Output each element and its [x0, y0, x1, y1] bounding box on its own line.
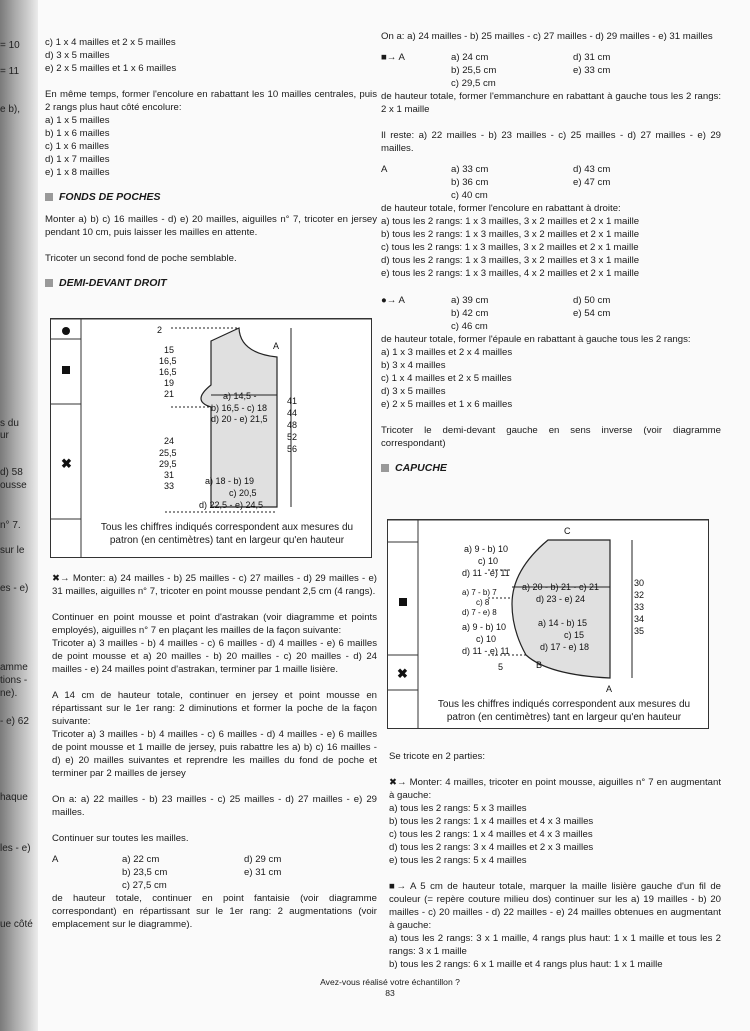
left-column [45, 36, 377, 299]
text-line: e) 2 x 5 mailles et 1 x 6 mailles [381, 399, 513, 410]
label-left-1: d) 11 - e) 11 [462, 568, 510, 578]
label-mid-2: a) 14 - b) 15 [538, 618, 588, 628]
gutter-text: e b), [0, 104, 21, 115]
label-corner-a: A [273, 341, 280, 351]
label-mid: b) 16,5 - c) 18 [211, 403, 268, 413]
label-right: 32 [634, 590, 645, 600]
text-line: b) tous les 2 rangs: 1 x 4 mailles et 4 x 3 mailles [389, 816, 594, 827]
label-mid-1: d) 23 - e) 24 [536, 594, 586, 604]
paragraph-ona: On a: a) 24 mailles - b) 25 mailles - c) 27 mailles - d) 29 mailles - e) 31 mailles [381, 31, 713, 42]
gutter-text: tions - [0, 675, 28, 686]
label-bottom: d) 22,5 - e) 24,5 [199, 500, 264, 510]
text-line: d) 3 x 5 mailles [45, 50, 110, 61]
gutter-text: es - e) [0, 583, 29, 594]
paragraph-a5cm: ■→ A 5 cm de hauteur totale, marquer la maille lisière gauche d'un fil de couleur (= repère couture milieu dos) continuer sur les a) 19 mailles - b) 20 mailles - c) 20 mailles - d) 22 mailles - e) 24 mailles obtenues en augmentant à gauche: [389, 881, 721, 931]
gutter-text: - e) 62 [0, 716, 29, 727]
size-b: b) 36 cm [451, 177, 489, 188]
text-line: e) 1 x 8 mailles [45, 167, 110, 178]
left-column-lower [52, 572, 377, 931]
gutter-text: = 10 [0, 40, 20, 51]
text-line: c) 1 x 4 mailles et 2 x 5 mailles [45, 37, 176, 48]
text-line: b) 3 x 4 mailles [381, 360, 446, 371]
label-right: 44 [287, 408, 298, 418]
section-heading-demi-devant [45, 277, 377, 289]
size-label: A [381, 164, 388, 175]
paragraph-continuer: Continuer en point mousse et point d'astrakan (voir diagramme et points employés), aiguilles n° 7 en plaçant les mailles de la façon suivante: [52, 612, 377, 636]
label-mid-1: a) 20 - b) 21 - c) 21 [522, 582, 600, 592]
size-d: d) 50 cm [573, 295, 611, 306]
paragraph-hauteur: de hauteur totale, continuer en point fantaisie (voir diagramme correspondant) en répartissant sur le 1er rang: 2 augmentations (voir emplacement sur le diagramme). [52, 893, 377, 930]
label-left-2: 31 [164, 470, 175, 480]
text-line: d) tous les 2 rangs: 3 x 4 mailles et 2 x 3 mailles [389, 842, 594, 853]
diagram-caption [420, 698, 708, 724]
paragraph-epaule: de hauteur totale, former l'épaule en rabattant à gauche tous les 2 rangs: [381, 334, 691, 345]
square-marker-icon [399, 598, 407, 606]
text-line: d) 1 x 7 mailles [45, 154, 110, 165]
size-c: c) 46 cm [451, 321, 488, 332]
right-column-lower [389, 750, 721, 971]
paragraph-fonds: Monter a) b) c) 16 mailles - d) e) 20 mailles, aiguilles n° 7, tricoter en jersey pendant 10 cm, puis laisser les mailles en attente. [45, 214, 377, 238]
square-bullet-icon [381, 464, 389, 472]
caption-line: patron (en centimètres) tant en largeur qu'en hauteur [446, 712, 682, 723]
text-line: c) tous les 2 rangs: 1 x 3 mailles, 3 x 2 mailles et 2 x 1 maille [381, 242, 639, 253]
text-line: e) 2 x 5 mailles et 1 x 6 mailles [45, 63, 177, 74]
text-line: a) tous les 2 rangs: 1 x 3 mailles, 3 x 2 mailles et 2 x 1 maille [381, 216, 640, 227]
paragraph-emmanchure: de hauteur totale, former l'emmanchure en rabattant à gauche tous les 2 rangs: 2 x 1 maille [381, 91, 721, 115]
label-left-2: 33 [164, 481, 175, 491]
label-right: 30 [634, 578, 645, 588]
gutter-text: s du [0, 418, 19, 429]
diagram-capuche [387, 519, 709, 729]
section-heading-fonds [45, 191, 377, 203]
gutter-text: ousse [0, 480, 27, 491]
square-bullet-icon [45, 193, 53, 201]
label-left-2: a) 7 - b) 7 [462, 588, 497, 597]
section-heading-capuche [381, 462, 721, 474]
label-mid: a) 14,5 - [223, 391, 257, 401]
heading-text: FONDS DE POCHES [59, 191, 161, 203]
gutter-text: ur [0, 430, 9, 441]
size-a: a) 22 cm [122, 854, 160, 865]
label-left-3: a) 9 - b) 10 [462, 622, 507, 632]
size-e: e) 54 cm [573, 308, 611, 319]
text-line: b) 1 x 6 mailles [45, 128, 110, 139]
label-left-2: 24 [164, 436, 175, 446]
label-right: 56 [287, 444, 298, 454]
text-line: c) 1 x 6 mailles [45, 141, 109, 152]
paragraph-encolure: de hauteur totale, former l'encolure en rabattant à droite: [381, 203, 621, 214]
gutter-text: ue côté [0, 919, 33, 930]
caption-line: Tous les chiffres indiqués correspondent aux mesures du [100, 522, 354, 533]
text-line: b) tous les 2 rangs: 6 x 1 maille et 4 rangs plus haut: 1 x 1 maille [389, 959, 663, 970]
label-left-1: a) 9 - b) 10 [464, 544, 509, 554]
label-left-3: c) 10 [476, 634, 497, 644]
gutter-text: ne). [0, 688, 18, 699]
square-bullet-icon [45, 279, 53, 287]
label-left-1: 21 [164, 389, 175, 399]
text-line: a) tous les 2 rangs: 3 x 1 maille, 4 rangs plus haut: 1 x 1 maille et tous les 2 rangs: 3 x 1 maille [389, 933, 721, 957]
size-d: d) 43 cm [573, 164, 611, 175]
label-left-2: 29,5 [159, 459, 177, 469]
label-top-2: 2 [157, 325, 163, 335]
gutter-text: amme [0, 662, 28, 673]
gutter-text: d) 58 [0, 467, 23, 478]
label-left-2: c) 8 [476, 598, 490, 607]
text-line: d) tous les 2 rangs: 1 x 3 mailles, 3 x 2 mailles et 3 x 1 maille [381, 255, 640, 266]
size-a: a) 33 cm [451, 164, 489, 175]
label-right: 41 [287, 396, 298, 406]
page-number: 83 [385, 988, 395, 998]
size-c: c) 27,5 cm [122, 880, 167, 891]
paragraph-tricoter-gauche: Tricoter le demi-devant gauche en sens inverse (voir diagramme correspondant) [381, 425, 721, 449]
paragraph-se-tricote: Se tricote en 2 parties: [389, 751, 485, 762]
label-5: 5 [498, 662, 504, 672]
paragraph-tricoter: Tricoter a) 3 mailles - b) 4 mailles - c) 6 mailles - d) 4 mailles - e) 6 mailles de point mousse et a) 20 mailles - b) 20 mailles - c) 20 mailles - d) 24 mailles - e) 24 mailles point d'astrakan, terminer par 1 maille lisière. [52, 638, 377, 675]
size-table [381, 163, 721, 202]
label-left-1: 19 [164, 378, 175, 388]
label-mid-2: c) 15 [564, 630, 585, 640]
label-right: 52 [287, 432, 298, 442]
diagram-caption [83, 521, 371, 547]
size-a: a) 39 cm [451, 295, 489, 306]
label-right: 34 [634, 614, 645, 624]
label-mid-2: d) 17 - e) 18 [540, 642, 590, 652]
caption-line: patron (en centimètres) tant en largeur qu'en hauteur [109, 535, 345, 546]
label-left-1: c) 10 [478, 556, 499, 566]
text-line: e) tous les 2 rangs: 1 x 3 mailles, 4 x 2 mailles et 2 x 1 maille [381, 268, 640, 279]
paragraph-tricoter-2: Tricoter a) 3 mailles - b) 4 mailles - c) 6 mailles - d) 4 mailles - e) 6 mailles de point mousse et 1 maille de jersey, puis rabattre les a) b) c) 16 mailles - d) e) 20 mailles suivantes et reprendre les mailles du fond de poche et terminer par 2 mailles de jersey [52, 729, 377, 779]
label-bottom: a) 18 - b) 19 [205, 476, 255, 486]
previous-page-gutter [0, 0, 38, 1031]
text-line: c) tous les 2 rangs: 1 x 4 mailles et 4 x 3 mailles [389, 829, 593, 840]
paragraph-monter: ✖→ Monter: a) 24 mailles - b) 25 mailles - c) 27 mailles - d) 29 mailles - e) 31 mailles, aiguilles n° 7, tricoter en point mousse pendant 2,5 cm (4 rangs). [52, 573, 377, 597]
label-a: A [606, 684, 613, 694]
size-c: c) 29,5 cm [451, 78, 496, 89]
label-right: 35 [634, 626, 645, 636]
paragraph-a14: A 14 cm de hauteur totale, continuer en jersey et point mousse en répartissant sur le 1er rang: 2 diminutions et former la poche de la façon suivante: [52, 690, 377, 727]
size-c: c) 40 cm [451, 190, 488, 201]
diagram-demi-devant [50, 318, 372, 558]
hood-shape [512, 540, 610, 678]
size-e: e) 33 cm [573, 65, 611, 76]
size-b: b) 23,5 cm [122, 867, 168, 878]
gutter-text: haque [0, 792, 28, 803]
size-label: ■→ A [381, 52, 405, 63]
gutter-text: n° 7. [0, 520, 21, 531]
size-table [52, 853, 377, 892]
label-left-1: 16,5 [159, 367, 177, 377]
circle-marker-icon [62, 327, 70, 335]
paragraph-continuer-2: Continuer sur toutes les mailles. [52, 833, 189, 844]
gutter-text: = 11 [0, 66, 19, 77]
size-e: e) 31 cm [244, 867, 282, 878]
label-left-2: 25,5 [159, 448, 177, 458]
size-d: d) 31 cm [573, 52, 611, 63]
text-line: b) tous les 2 rangs: 1 x 3 mailles, 3 x 2 mailles et 2 x 1 maille [381, 229, 640, 240]
size-label: A [52, 854, 59, 865]
label-left-3: d) 11 - e) 11 [462, 646, 510, 656]
label-right: 48 [287, 420, 298, 430]
size-d: d) 29 cm [244, 854, 282, 865]
label-left-2: d) 7 - e) 8 [462, 608, 497, 617]
size-table [381, 294, 721, 333]
text-line: a) 1 x 5 mailles [45, 115, 110, 126]
caption-line: Tous les chiffres indiqués correspondent aux mesures du [437, 699, 691, 710]
heading-text: CAPUCHE [395, 462, 447, 474]
size-b: b) 42 cm [451, 308, 489, 319]
label-bottom: c) 20,5 [229, 488, 257, 498]
right-column [381, 30, 721, 484]
paragraph-ona: On a: a) 22 mailles - b) 23 mailles - c) 25 mailles - d) 27 mailles - e) 29 mailles. [52, 794, 377, 818]
label-mid: d) 20 - e) 21,5 [211, 414, 268, 424]
text-line: a) 1 x 3 mailles et 2 x 4 mailles [381, 347, 513, 358]
heading-text: DEMI-DEVANT DROIT [59, 277, 167, 289]
cross-marker-icon: ✖ [61, 456, 72, 471]
gutter-text: sur le [0, 545, 25, 556]
paragraph-fonds-2: Tricoter un second fond de poche semblable. [45, 253, 237, 264]
paragraph-reste: Il reste: a) 22 mailles - b) 23 mailles - c) 25 mailles - d) 27 mailles - e) 29 mailles. [381, 130, 721, 154]
text-line: c) 1 x 4 mailles et 2 x 5 mailles [381, 373, 512, 384]
size-label: ●→ A [381, 295, 405, 306]
size-e: e) 47 cm [573, 177, 611, 188]
label-right: 33 [634, 602, 645, 612]
page-footer [300, 977, 480, 999]
paragraph-cap-monter: ✖→ Monter: 4 mailles, tricoter en point mousse, aiguilles n° 7 en augmentant à gauche: [389, 777, 721, 801]
label-c: C [564, 526, 571, 536]
paragraph-meme-temps: En même temps, former l'encolure en rabattant les 10 mailles centrales, puis 2 rangs plus haut côté encolure: [45, 89, 377, 113]
footer-question: Avez-vous réalisé votre échantillon ? [320, 977, 460, 987]
gutter-text: les - e) [0, 843, 31, 854]
square-marker-icon [62, 366, 70, 374]
label-left-1: 15 [164, 345, 175, 355]
label-b: B [536, 660, 543, 670]
cross-marker-icon: ✖ [397, 666, 408, 681]
size-a: a) 24 cm [451, 52, 489, 63]
text-line: d) 3 x 5 mailles [381, 386, 446, 397]
size-b: b) 25,5 cm [451, 65, 497, 76]
size-table [381, 51, 721, 90]
label-left-1: 16,5 [159, 356, 177, 366]
text-line: a) tous les 2 rangs: 5 x 3 mailles [389, 803, 527, 814]
text-line: e) tous les 2 rangs: 5 x 4 mailles [389, 855, 527, 866]
